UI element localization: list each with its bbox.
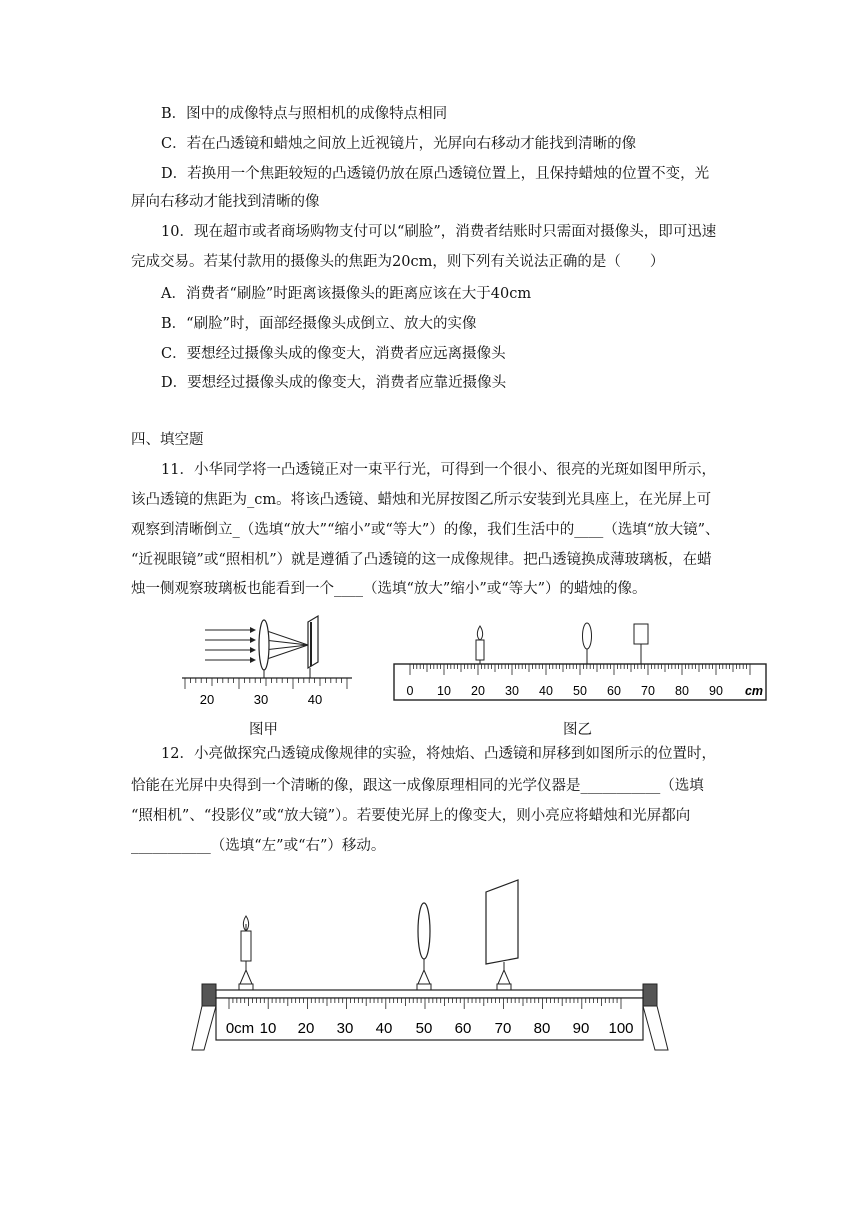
q10-stem-line2: 完成交易。若某付款用的摄像头的焦距为20cm，则下列有关说法正确的是（ ） <box>131 254 665 270</box>
q11-line3: 观察到清晰倒立_（选填“放大”“缩小”或“等大”）的像，我们生活中的____（选填“放大镜”、 <box>131 522 720 538</box>
figure-yi <box>390 618 772 706</box>
tick-label-70: 70 <box>494 1020 512 1037</box>
tick-label-50: 50 <box>573 684 587 698</box>
caption-yi: 图乙 <box>563 722 592 738</box>
tick-label-20: 20 <box>297 1020 315 1037</box>
convex-lens <box>259 620 269 670</box>
parallel-light-rays <box>205 630 308 660</box>
q10-stem-line1: 10．现在超市或者商场购物支付可以“刷脸”，消费者结账时只需面对摄像头，即可迅速 <box>161 224 717 240</box>
q10-option-c: C．要想经过摄像头成的像变大，消费者应远离摄像头 <box>161 346 506 362</box>
figure-optical-bench <box>188 876 678 1056</box>
q9-option-c: C．若在凸透镜和蜡烛之间放上近视镜片，光屏向右移动才能找到清晰的像 <box>161 136 637 152</box>
tick-label-80: 80 <box>533 1020 551 1037</box>
q12-line4: ___________（选填“左”或“右”）移动。 <box>131 838 386 854</box>
ruler-jia <box>182 678 352 707</box>
q11-line2: 该凸透镜的焦距为_cm。将该凸透镜、蜡烛和光屏按图乙所示安装到光具座上，在光屏上可 <box>131 492 712 508</box>
q11-line1: 11．小华同学将一凸透镜正对一束平行光，可得到一个很小、很亮的光斑如图甲所示， <box>161 462 716 478</box>
q10-option-a: A．消费者“刷脸”时距离该摄像头的距离应该在大于40cm <box>161 286 532 302</box>
lens-yi <box>583 623 592 664</box>
tick-label-20: 20 <box>471 684 485 698</box>
tick-label-90: 90 <box>709 684 723 698</box>
tick-label-40: 40 <box>539 684 553 698</box>
q10-option-b: B．“刷脸”时，面部经摄像头成倒立、放大的实像 <box>161 316 477 332</box>
lens-bench <box>417 903 431 994</box>
bench-rail <box>216 990 643 998</box>
candle <box>476 626 484 664</box>
tick-label-30: 30 <box>253 692 269 707</box>
q9-option-b: B．图中的成像特点与照相机的成像特点相同 <box>161 106 448 122</box>
tick-label-10: 10 <box>259 1020 277 1037</box>
tick-label-70: 70 <box>641 684 655 698</box>
screen-yi <box>634 624 648 664</box>
q9-option-d-line2: 屏向右移动才能找到清晰的像 <box>131 194 320 210</box>
tick-label-80: 80 <box>675 684 689 698</box>
q11-line5: 烛一侧观察玻璃板也能看到一个____（选填“放大”缩小”或“等大”）的蜡烛的像。 <box>131 581 647 597</box>
unit-cm: cm <box>744 684 764 698</box>
q12-line1: 12．小亮做探究凸透镜成像规律的实验，将烛焰、凸透镜和屏移到如图所示的位置时， <box>161 746 716 762</box>
caption-jia: 图甲 <box>249 722 278 738</box>
screen-bench <box>486 880 518 994</box>
tick-label-90: 90 <box>572 1020 590 1037</box>
q11-line4: “近视眼镜”或“照相机”）就是遵循了凸透镜的这一成像规律。把凸透镜换成薄玻璃板，在蜡 <box>131 552 712 568</box>
tick-label-10: 10 <box>437 684 451 698</box>
q10-option-d: D．要想经过摄像头成的像变大，消费者应靠近摄像头 <box>161 375 507 391</box>
tick-label-40: 40 <box>307 692 323 707</box>
tick-label-60: 60 <box>454 1020 472 1037</box>
tick-label-30: 30 <box>336 1020 354 1037</box>
tick-label-60: 60 <box>607 684 621 698</box>
tick-label-30: 30 <box>505 684 519 698</box>
candle-bench <box>239 916 253 994</box>
tick-label-0: 0 <box>406 684 414 698</box>
light-screen <box>308 616 318 678</box>
q9-option-d-line1: D．若换用一个焦距较短的凸透镜仍放在原凸透镜位置上，且保持蜡烛的位置不变，光 <box>161 166 710 182</box>
figure-jia <box>180 610 360 710</box>
tick-label-20: 20 <box>199 692 215 707</box>
tick-label-0cm: 0cm <box>225 1020 255 1037</box>
tick-label-50: 50 <box>415 1020 433 1037</box>
tick-label-100: 100 <box>608 1020 634 1037</box>
tick-label-40: 40 <box>375 1020 393 1037</box>
section-title: 四、填空题 <box>131 432 204 448</box>
q12-line2: 恰能在光屏中央得到一个清晰的像，跟这一成像原理相同的光学仪器是___________（选填 <box>131 778 704 794</box>
q12-line3: “照相机”、“投影仪”或“放大镜”）。若要使光屏上的像变大，则小亮应将蜡烛和光屏都向 <box>131 808 691 824</box>
